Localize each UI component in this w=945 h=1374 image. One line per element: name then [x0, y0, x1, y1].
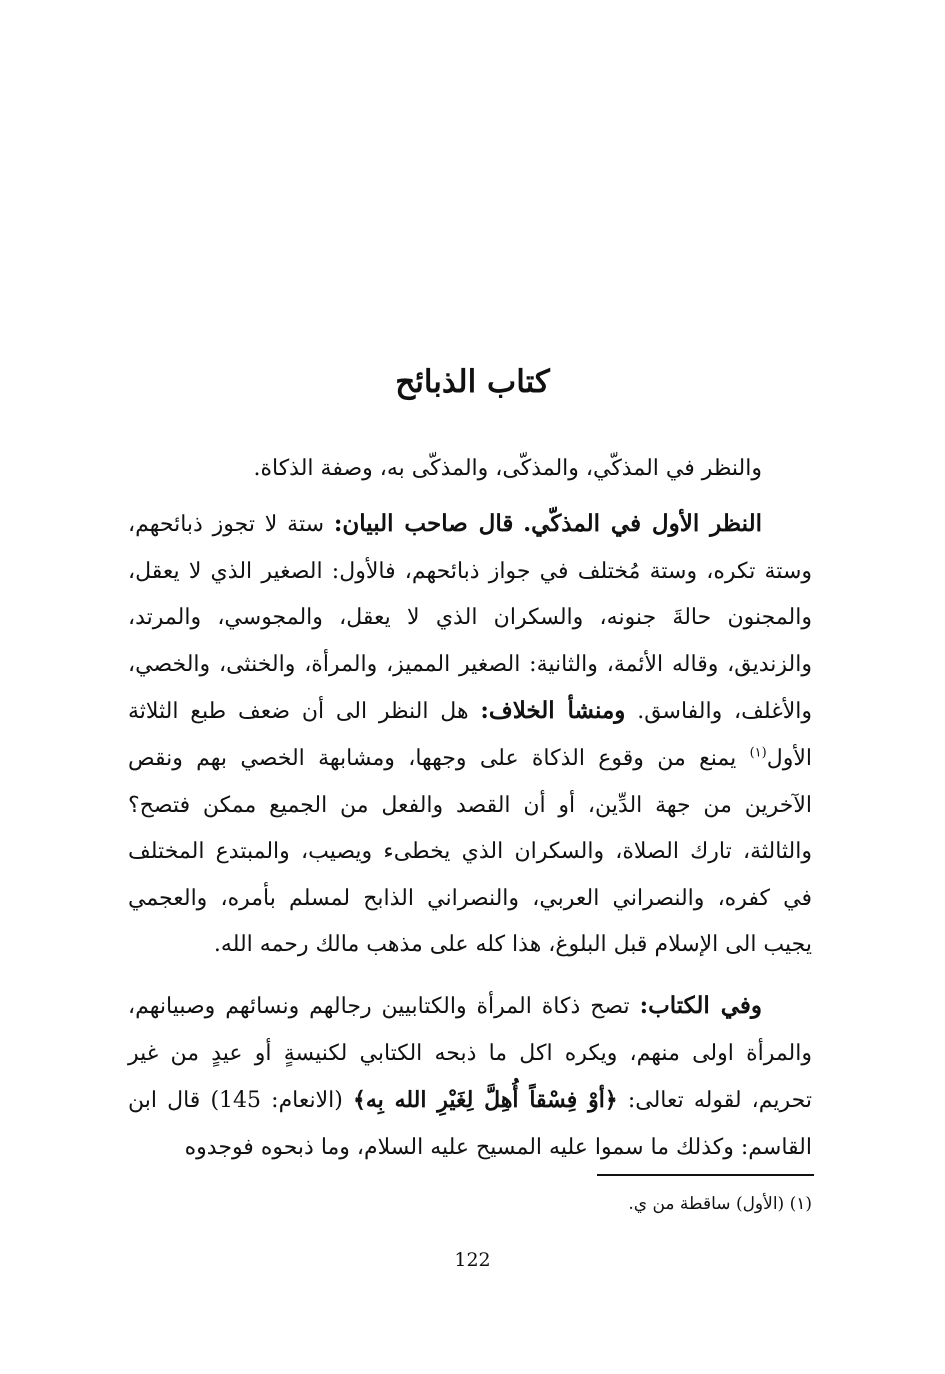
paragraph-lead: النظر الأول في المذكّي. [523, 510, 762, 537]
paragraph-text: قال ابن القاسم: وكذلك ما سموا عليه المسيح عليه السلام، وما ذبحوه فوجدوه [128, 1088, 812, 1160]
paragraph-text: يمنع من وقوع الذكاة على وجهها، ومشابهة الخصي بهم ونقص الآخرين من جهة الدِّين، أو أن القصد والفعل من الجميع ممكن فتصح؟ والثالثة، تارك الصلاة، والسكران الذي يخطىء ويصيب، والمبتدع المختلف في كفره، والنصراني العربي، والنصراني الذابح لمسلم بأمره، والعجمي يجيب الى الإسلام قبل البلوغ، هذا كله على مذهب مالك رحمه الله. [128, 745, 812, 958]
footnote-divider [597, 1174, 814, 1176]
paragraph-first-consideration [128, 501, 812, 969]
verse-reference: (الانعام: 145) [210, 1088, 343, 1114]
page-number: 122 [454, 1249, 491, 1271]
paragraph-text: هل النظر الى أن ضعف طبع الثلاثة الأول [128, 699, 813, 771]
intro-paragraph: والنظر في المذكّي، والمذكّى، والمذكّى به، وصفة الذكاة. [253, 456, 762, 481]
chapter-title: كتاب الذبائح [395, 364, 550, 400]
khilaf-label: ومنشأ الخلاف: [480, 697, 626, 725]
paragraph-kitab [128, 983, 812, 1171]
paragraph-text: ستة لا تجوز ذبائحهم، وستة تكره، وستة مُختلف في جواز ذبائحهم، فالأول: الصغير الذي لا يعقل، والمجنون حالةَ جنونه، والسكران الذي لا يعقل، والمجوسي، والمرتد، والزنديق، وقاله الأئمة، والثانية: الصغير المميز، والمرأة، والخنثى، والخصي، والأغلف، والفاسق. [128, 512, 812, 725]
quran-verse: ﴿أوْ فِسْقاً أُهِلَّ لِغَيْرِ الله بِه﴾ [353, 1087, 618, 1114]
paragraph-text: تصح ذكاة المرأة والكتابيين رجالهم ونسائهم وصبيانهم، والمرأة اولى منهم، ويكره اكل ما ذبحه الكتابي لكنيسةٍ أو عيدٍ من غير تحريم، لقوله تعالى: [128, 994, 812, 1114]
footnote: (١) (الأول) ساقطة من ي. [628, 1194, 812, 1214]
source-citation: قال صاحب البيان: [333, 510, 514, 537]
footnote-marker: (١) [749, 745, 767, 761]
paragraph-lead: وفي الكتاب: [639, 992, 762, 1019]
